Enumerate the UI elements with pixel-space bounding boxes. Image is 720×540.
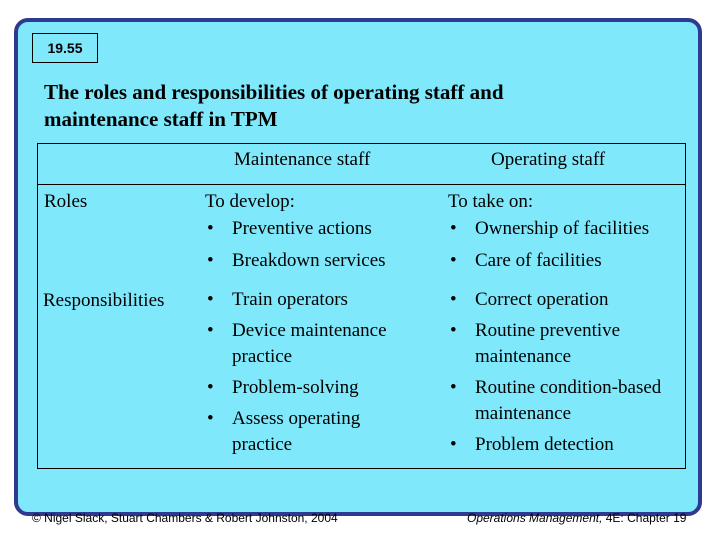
list-item: • Preventive actions [205, 216, 440, 242]
footer-book-suffix: 4E: Chapter 19 [602, 511, 687, 525]
list-item: • Breakdown services [205, 248, 440, 274]
footer-book-reference [467, 511, 686, 525]
list-item: • Device maintenance practice [205, 318, 425, 370]
list-item: • Routine preventive maintenance [448, 318, 668, 370]
roles-operating-list [448, 216, 683, 274]
list-item: • Problem detection [448, 432, 668, 458]
row-label-roles: Roles [44, 191, 88, 212]
list-item: • Ownership of facilities [448, 216, 683, 242]
responsibilities-maintenance-list [205, 287, 425, 458]
roles-operating-lead: To take on: [448, 191, 534, 212]
column-header-operating: Operating staff [491, 149, 606, 170]
footer-book-title: Operations Management, [467, 511, 603, 525]
slide-number: 19.55 [32, 33, 98, 63]
list-item: • Care of facilities [448, 248, 683, 274]
header-divider [38, 184, 685, 185]
list-item: • Correct operation [448, 287, 668, 313]
list-item: • Problem-solving [205, 375, 425, 401]
footer-copyright: © Nigel Slack, Stuart Chambers & Robert Johnston, 2004 [32, 511, 338, 525]
list-item: • Routine condition-based maintenance [448, 375, 668, 427]
title-line-2: maintenance staff in TPM [44, 107, 278, 131]
roles-maintenance-cell [205, 187, 440, 280]
row-label-responsibilities: Responsibilities [43, 290, 165, 311]
responsibilities-operating-list [448, 287, 668, 458]
list-item: • Assess operating practice [205, 406, 425, 458]
roles-operating-cell [448, 187, 683, 280]
slide-title [44, 79, 684, 133]
responsibilities-operating-cell [448, 287, 668, 463]
roles-maintenance-list [205, 216, 440, 274]
roles-maintenance-lead: To develop: [205, 191, 295, 212]
title-line-1: The roles and responsibilities of operating staff and [44, 80, 504, 104]
roles-table [37, 143, 686, 469]
list-item: • Train operators [205, 287, 425, 313]
responsibilities-maintenance-cell [205, 287, 425, 463]
column-header-maintenance: Maintenance staff [234, 149, 371, 170]
